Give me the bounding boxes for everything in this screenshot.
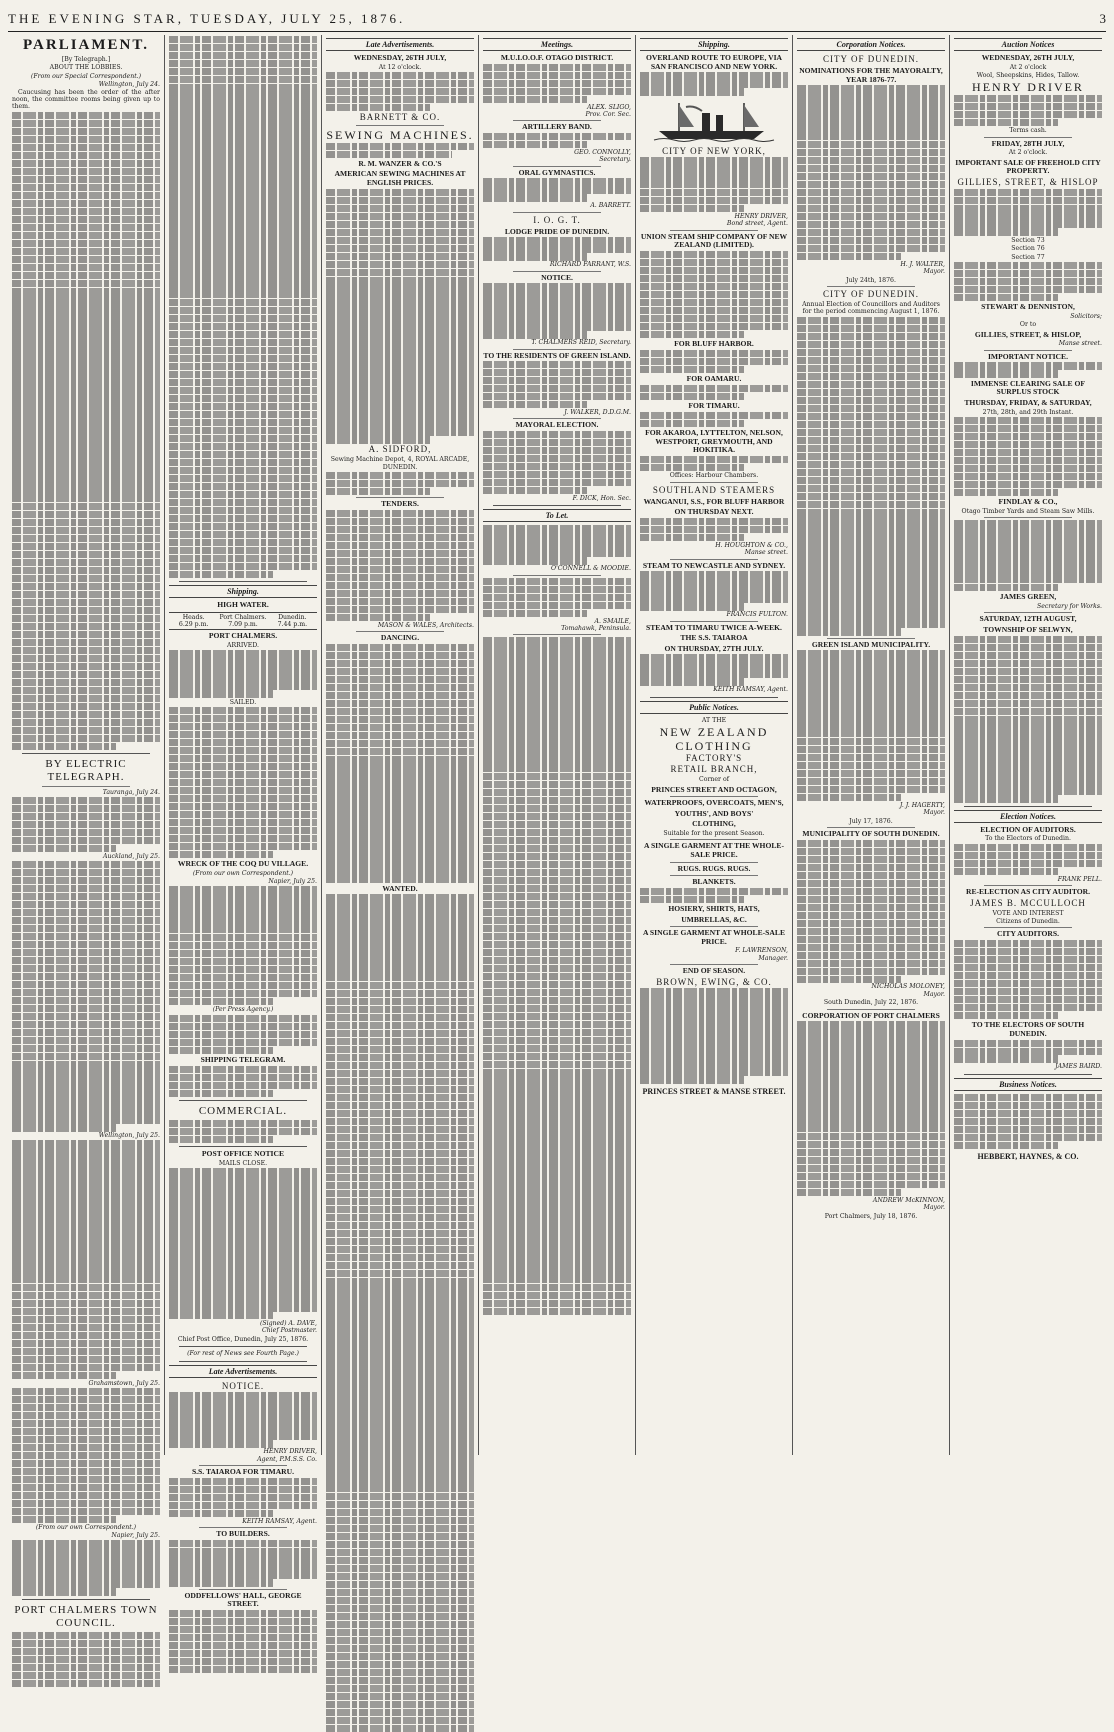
princes-manse-footer: PRINCES STREET & MANSE STREET.: [642, 1086, 786, 1096]
port-chalmers-corp-heading: CORPORATION OF PORT CHALMERS: [802, 1010, 940, 1020]
youths: YOUTHS', AND BOYS': [674, 808, 754, 818]
city-heading-2: CITY OF DUNEDIN.: [823, 289, 919, 300]
farrant-name: RICHARD FARRANT, W.S.: [549, 261, 631, 269]
dick-name: F. DICK, Hon. Sec.: [572, 494, 631, 502]
green-island-heading: GREEN ISLAND MUNICIPALITY.: [811, 639, 931, 649]
notice-heading: NOTICE.: [221, 1380, 265, 1391]
mckinnon-role: Mayor.: [923, 1204, 945, 1212]
tenders-heading: TENDERS.: [381, 499, 419, 509]
driver-name: HENRY DRIVER,: [263, 1448, 317, 1456]
freehold-heading: IMPORTANT SALE OF FREEHOLD CITY PROPERTY.: [955, 157, 1101, 176]
columns: [8, 35, 1106, 1629]
hosiery: HOSIERY, SHIRTS, HATS,: [668, 904, 760, 914]
new-york-name: CITY OF NEW YORK,: [662, 145, 766, 156]
sligo-role: Prov. Cor. Sec.: [585, 110, 631, 118]
union-heading: UNION STEAM SHIP COMPANY OF NEW ZEALAND (LIMITED).: [640, 231, 788, 250]
public-notices-heading: Public Notices.: [640, 701, 788, 714]
reid-name: T. CHALMERS REID, Secretary.: [531, 339, 631, 347]
auditors-heading: ELECTION OF AUDITORS.: [980, 824, 1076, 834]
lead-paragraph: Caucusing has been the order of the after noon, the committee rooms being given up to them.: [12, 88, 160, 111]
hebbert-footer: HEBBERT, HAYNES, & CO.: [977, 1152, 1079, 1162]
reelection-heading: RE-ELECTION AS CITY AUDITOR.: [965, 887, 1091, 897]
tide-time-dunedin: 7.44 p.m.: [277, 620, 308, 628]
mckinnon-date: Port Chalmers, July 18, 1876.: [824, 1212, 918, 1220]
column-6: [793, 35, 950, 1455]
residents-heading: TO THE RESIDENTS OF GREEN ISLAND.: [483, 350, 631, 360]
connolly-name: GEO. CONNOLLY,: [574, 148, 631, 156]
offices-note: Offices: Harbour Chambers.: [669, 472, 759, 480]
late-ads-heading-3: Late Advertisements.: [326, 38, 474, 51]
press-agency-note: (Per Press Agency.): [212, 1006, 274, 1014]
business-heading: Business Notices.: [954, 1078, 1102, 1091]
arrived-heading: ARRIVED.: [227, 641, 259, 649]
oral-heading: ORAL GYMNASTICS.: [518, 167, 596, 177]
ramsay-name-5: KEITH RAMSAY, Agent.: [713, 686, 788, 694]
houghton-name: H. HOUGHTON & CO.,: [715, 541, 788, 549]
more-news-note: (For rest of News see Fourth Page.): [187, 1350, 299, 1358]
wanganui-date: ON THURSDAY NEXT.: [674, 507, 754, 517]
post-office-heading: POST OFFICE NOTICE: [201, 1149, 285, 1159]
walter-role: Mayor.: [923, 268, 945, 276]
dateline-tauranga: Tauranga, July 24.: [102, 789, 160, 796]
south-dunedin-heading: MUNICIPALITY OF SOUTH DUNEDIN.: [802, 829, 940, 839]
artillery-heading: ARTILLERY BAND.: [522, 122, 592, 132]
ramsay-name: KEITH RAMSAY, Agent.: [242, 1517, 317, 1525]
po-signed-role: Chief Postmaster.: [261, 1327, 317, 1335]
builders-heading: TO BUILDERS.: [216, 1528, 270, 1538]
umbrellas: UMBRELLAS, &C.: [681, 914, 747, 924]
green-name: JAMES GREEN,: [999, 592, 1057, 602]
sidford-name: A. SIDFORD,: [368, 444, 432, 455]
dateline-auckland: Auckland, July 25.: [103, 852, 160, 860]
auction-heading: Auction Notices: [954, 38, 1102, 51]
to-let-heading: To Let.: [483, 509, 631, 522]
wool-list: Wool, Sheepskins, Hides, Tallow.: [976, 72, 1080, 79]
walker-name: J. WALKER, D.D.G.M.: [564, 409, 631, 416]
houghton-address: Manse street.: [744, 549, 788, 557]
south-electors-heading: TO THE ELECTORS OF SOUTH DUNEDIN.: [971, 1020, 1085, 1038]
byline: [By Telegraph.]: [61, 56, 111, 63]
gillies-heading: GILLIES, STREET, & HISLOP: [957, 176, 1099, 187]
sidford-address: Sewing Machine Depot, 4, ROYAL ARCADE, DUNEDIN.: [330, 456, 470, 471]
friday-time: At 2 o'clock.: [1008, 149, 1048, 157]
hagerty-role: Mayor.: [923, 809, 945, 817]
sailed-heading: SAILED.: [229, 698, 257, 706]
auction-sale-date: WEDNESDAY, 26TH JULY,: [981, 53, 1075, 62]
notice-heading-4: NOTICE.: [541, 272, 573, 282]
dateline-wellington: Wellington, July 25.: [98, 1132, 160, 1140]
selwyn-heading: TOWNSHIP OF SELWYN,: [983, 625, 1073, 635]
port-chalmers-heading: PORT CHALMERS.: [208, 631, 278, 641]
immense-sale: IMMENSE CLEARING SALE OF SURPLUS STOCK: [970, 378, 1086, 397]
akaroa-heading: FOR AKAROA, LYTTELTON, NELSON, WESTPORT, GREYMOUTH, AND HOKITIKA.: [645, 428, 783, 455]
lawrenson-role: Manager.: [758, 954, 788, 962]
dancing-heading: DANCING.: [380, 633, 420, 643]
mckinnon-name: ANDREW McKINNON,: [872, 1196, 945, 1204]
corporation-heading: Corporation Notices.: [797, 38, 945, 51]
important-notice: IMPORTANT NOTICE.: [987, 351, 1069, 361]
timaru-weekly-heading: STEAM TO TIMARU TWICE A-WEEK.: [646, 622, 782, 632]
tide-col-heads: Heads.: [182, 613, 205, 621]
waterproofs: WATERPROOFS, OVERCOATS, MEN'S,: [644, 798, 784, 808]
barnett-name: BARNETT & CO.: [359, 111, 441, 122]
connell-name: O'CONNELL & MOODIE.: [551, 565, 631, 573]
port-chalmers-council-heading: PORT CHALMERS TOWN COUNCIL.: [14, 1603, 158, 1629]
masthead-title: THE EVENING STAR, TUESDAY, JULY 25, 1876.: [8, 10, 406, 26]
column-1: [8, 35, 165, 1629]
taiaroa-date: ON THURSDAY, 27TH JULY.: [664, 643, 764, 653]
stewart-name: STEWART & DENNISTON,: [981, 302, 1075, 312]
oamaru-heading: FOR OAMARU.: [686, 374, 742, 384]
wanted-heading: WANTED.: [382, 883, 418, 893]
newcastle-heading: STEAM TO NEWCASTLE AND SYDNEY.: [642, 560, 786, 570]
electric-telegraph-heading: BY ELECTRIC TELEGRAPH.: [45, 758, 127, 783]
tide-time-heads: 6.29 p.m.: [178, 620, 209, 628]
source-note-2: (From our own Correspondent.): [35, 1524, 137, 1532]
column-3: [322, 35, 479, 1455]
hagerty-date: July 17, 1876.: [849, 817, 893, 825]
page-number: 3: [1099, 10, 1106, 26]
taiaroa-ss: THE S.S. TAIAROA: [680, 633, 748, 643]
rugs: RUGS. RUGS. RUGS.: [677, 863, 751, 873]
pell-name: FRANK PELL.: [1057, 875, 1102, 883]
end-of-season: END OF SEASON.: [682, 966, 746, 976]
commercial-heading: COMMERCIAL.: [198, 1105, 288, 1118]
southland-heading: SOUTHLAND STEAMERS: [652, 484, 776, 495]
tide-col-port: Port Chalmers.: [219, 613, 267, 621]
timaru-heading: FOR TIMARU.: [688, 401, 740, 411]
election-heading: Election Notices.: [954, 810, 1102, 823]
or-to: Or to: [1019, 321, 1037, 329]
walter-name: H. J. WALTER,: [900, 260, 945, 268]
electors-note: To the Electors of Dunedin.: [985, 835, 1071, 843]
findlay-name: FINDLAY & CO.,: [998, 497, 1058, 507]
tide-table: [169, 612, 317, 631]
factory-heading: FACTORY'S: [685, 753, 743, 764]
masons-name: MASON & WALES, Architects.: [377, 621, 474, 629]
fulton-name: FRANCIS FULTON.: [726, 611, 788, 619]
sewing-heading: SEWING MACHINES.: [326, 127, 474, 142]
column-5: [636, 35, 793, 1455]
source-note: (From our Special Correspondent.): [30, 72, 142, 80]
saturday-date: SATURDAY, 12TH AUGUST,: [979, 614, 1077, 624]
friday-date: FRIDAY, 28TH JULY,: [991, 138, 1065, 148]
thursday-days: THURSDAY, FRIDAY, & SATURDAY,: [964, 397, 1092, 407]
driver-role: Agent, P.M.S.S. Co.: [257, 1455, 317, 1463]
steamship-illustration: [640, 99, 788, 143]
parliament-heading: PARLIAMENT.: [22, 37, 150, 53]
bluff-heading: FOR BLUFF HARBOR.: [674, 339, 754, 349]
wreck-heading: WRECK OF THE COQ DU VILLAGE.: [177, 859, 309, 869]
connolly-role: Secretary.: [599, 156, 631, 164]
moloney-role: Mayor.: [923, 990, 945, 998]
column-2: [165, 35, 322, 1609]
sale-date: WEDNESDAY, 26TH JULY,: [353, 53, 447, 62]
blankets: BLANKETS.: [692, 877, 736, 887]
sligo-name: ALEX. SLIGO,: [587, 103, 631, 111]
clothing: CLOTHING,: [692, 819, 736, 829]
smaile-address: Tomahawk, Peninsula.: [561, 624, 631, 632]
vote-interest: VOTE AND INTEREST: [992, 909, 1064, 917]
mayoral-heading: MAYORAL ELECTION.: [515, 420, 599, 430]
hagerty-name: J. J. HAGERTY,: [899, 801, 945, 809]
driver-address-5: Bond street, Agent.: [726, 220, 788, 228]
lawrenson-name: F. LAWRENSON,: [735, 947, 788, 955]
dateline: Wellington, July 24.: [98, 81, 160, 89]
moloney-date: South Dunedin, July 22, 1876.: [823, 999, 919, 1007]
subheading: ABOUT THE LOBBIES.: [49, 64, 123, 72]
lodge-heading: LODGE PRIDE OF DUNEDIN.: [504, 226, 610, 236]
dateline-grahamstown: Grahamstown, July 25.: [88, 1379, 160, 1387]
high-water-heading: HIGH WATER.: [217, 599, 269, 609]
corner-of: Corner of: [698, 776, 729, 784]
oddfellows-heading: ODDFELLOWS' HALL, GEORGE STREET.: [184, 1590, 302, 1609]
henry-driver-heading: HENRY DRIVER: [972, 80, 1084, 95]
driver-name-5: HENRY DRIVER,: [734, 213, 788, 221]
suitable-note: Suitable for the present Season.: [663, 829, 765, 837]
walter-date: July 24th, 1876.: [846, 276, 896, 284]
gillies-name-2: GILLIES, STREET, & HISLOP,: [974, 329, 1082, 339]
wanzer-name: R. M. WANZER & CO.'S: [358, 158, 442, 168]
po-signed: (Signed) A. DAVE,: [259, 1320, 317, 1328]
sale-time: At 12 o'clock.: [378, 63, 422, 71]
annual-election: Annual Election of Councillors and Auditors for the period commencing August 1, 1876.: [802, 301, 940, 316]
citizens-note: Citizens of Dunedin.: [996, 918, 1060, 926]
column-4: [479, 35, 636, 1455]
wanganui-heading: WANGANUI, S.S., FOR BLUFF HARBOR: [643, 496, 785, 506]
nominations-heading: NOMINATIONS FOR THE MAYORALTY, YEAR 1876-77.: [799, 66, 943, 84]
auction-sale-time: At 2 o'clock: [1009, 63, 1047, 71]
terms-cash: Terms cash.: [1009, 127, 1047, 135]
mcculloch-name: JAMES B. MCCULLOCH: [970, 897, 1086, 908]
dateline-napier: Napier, July 25.: [111, 1532, 160, 1540]
late-ads-heading: Late Advertisements.: [169, 1365, 317, 1378]
gillies-address-2: Manse street.: [1058, 340, 1102, 348]
at-the: AT THE: [701, 716, 727, 724]
tide-time-port: 7.09 p.m.: [228, 620, 258, 628]
american-heading: AMERICAN SEWING MACHINES AT ENGLISH PRICES.: [334, 169, 466, 188]
overland-heading: OVERLAND ROUTE TO EUROPE, VIA SAN FRANCISCO AND NEW YORK.: [645, 53, 783, 71]
sale-dates: 27th, 28th, and 29th Instant.: [982, 408, 1074, 416]
shipping-heading: Shipping.: [169, 585, 317, 598]
section-item: Section 77: [1011, 253, 1045, 261]
smaile-name: A. SMAILE,: [594, 617, 631, 625]
single-garment: A SINGLE GARMENT AT THE WHOLE-SALE PRICE.: [643, 841, 785, 859]
princes-octagon: PRINCES STREET AND OCTAGON,: [651, 784, 777, 794]
nz-clothing-heading: NEW ZEALAND CLOTHING: [659, 725, 769, 754]
green-role: Secretary for Works.: [1036, 603, 1102, 611]
stewart-role: Solicitors;: [1070, 312, 1102, 320]
section-item: Section 76: [1011, 245, 1045, 253]
retail-heading: RETAIL BRANCH,: [670, 764, 758, 775]
mutual-heading: M.U.I.O.O.F. OTAGO DISTRICT.: [500, 53, 614, 62]
baird-name: JAMES BAIRD.: [1055, 1063, 1102, 1071]
tide-col-dunedin: Dunedin.: [278, 613, 307, 621]
mails-close-heading: MAILS CLOSE.: [218, 1159, 268, 1167]
brown-ewing: BROWN, EWING, & CO.: [656, 976, 772, 987]
wreck-dateline: Napier, July 25.: [268, 878, 317, 886]
single-garment-2: A SINGLE GARMENT AT WHOLE-SALE PRICE.: [642, 928, 786, 946]
wreck-source: (From our own Correspondent.): [192, 869, 294, 877]
column-7: [950, 35, 1106, 1455]
steamship-icon: [654, 99, 774, 143]
masthead: [8, 6, 1106, 32]
section-list: [954, 237, 1102, 261]
city-auditors-heading: CITY AUDITORS.: [996, 929, 1060, 939]
city-heading: CITY OF DUNEDIN.: [823, 54, 919, 64]
findlay-address: Otago Timber Yards and Steam Saw Mills.: [961, 507, 1095, 515]
section-item: Section 73: [1011, 236, 1045, 244]
taiaroa-heading: S.S. TAIAROA FOR TIMARU.: [191, 1467, 295, 1476]
shipping-heading-5: Shipping.: [640, 38, 788, 51]
moloney-name: NICHOLAS MOLONEY,: [871, 983, 945, 991]
meetings-heading: Meetings.: [483, 38, 631, 51]
po-date: Chief Post Office, Dunedin, July 25, 1876.: [177, 1335, 309, 1343]
shipping-telegram-heading: SHIPPING TELEGRAM.: [200, 1055, 286, 1065]
iogt-heading: I. O. G. T.: [533, 214, 581, 225]
barrett-name: A. BARRETT.: [590, 202, 631, 210]
